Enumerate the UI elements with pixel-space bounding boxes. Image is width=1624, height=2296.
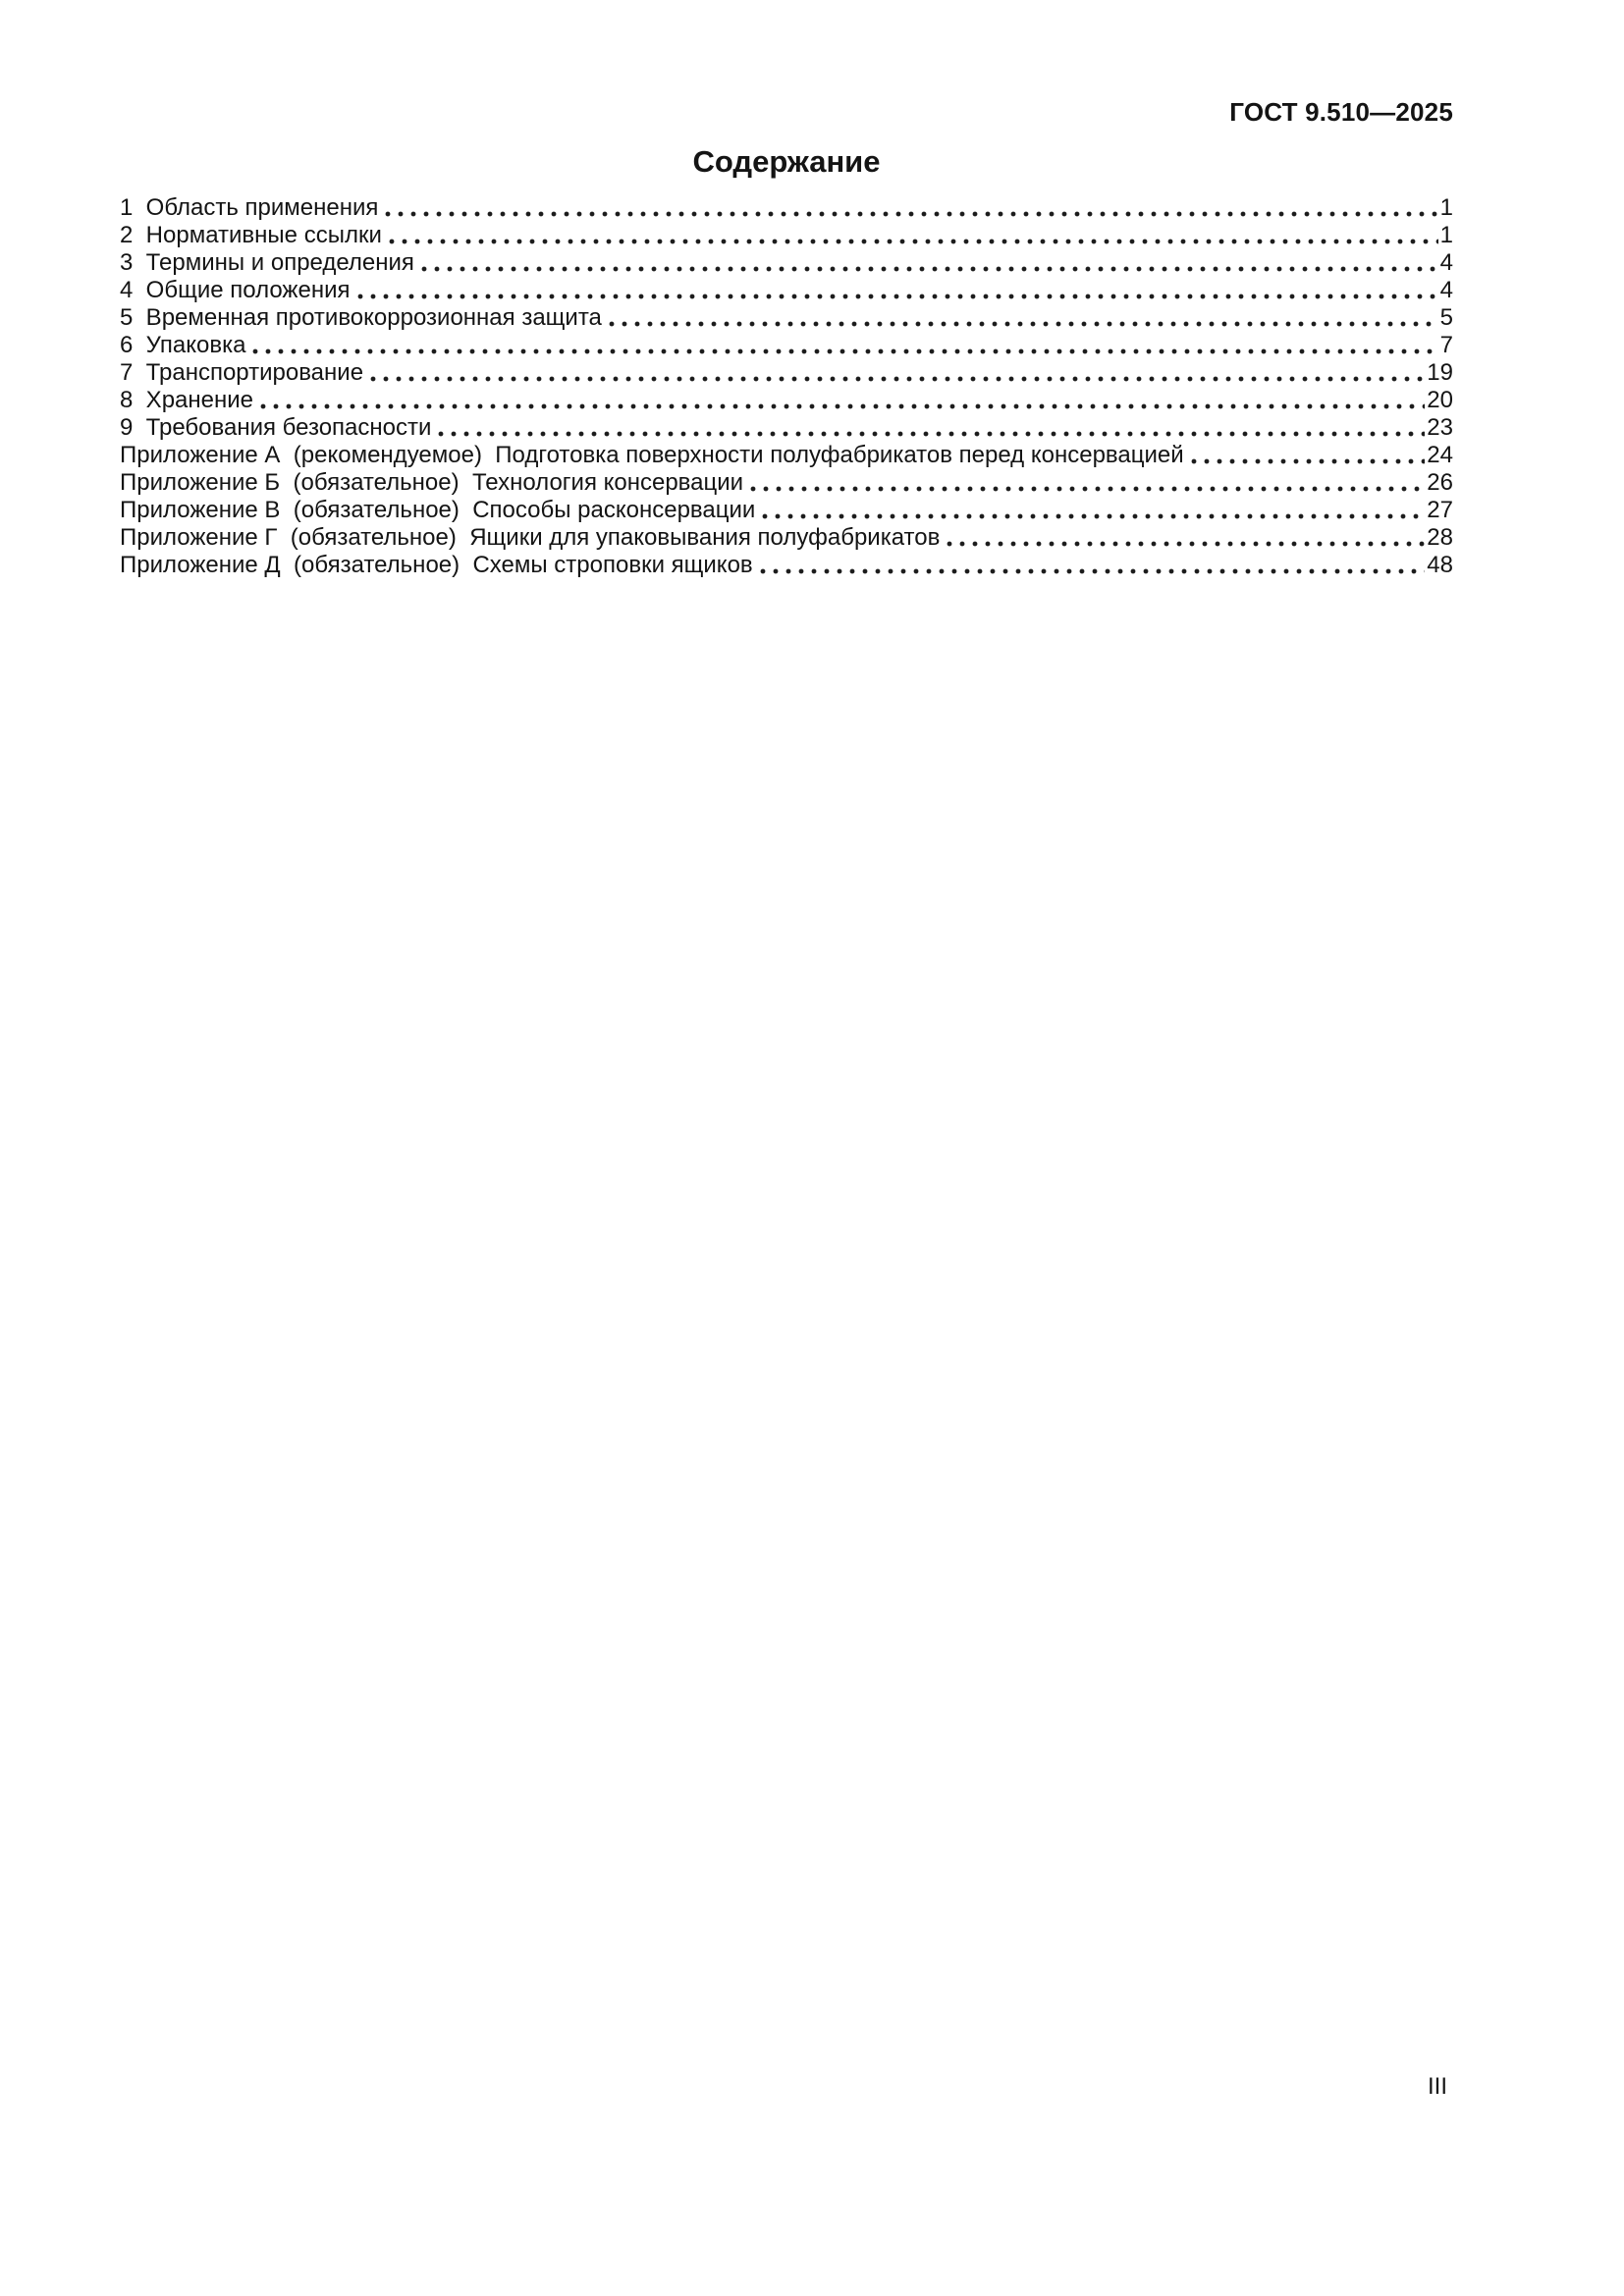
toc-entry	[120, 551, 1453, 578]
dot-leader	[1191, 458, 1426, 464]
dot-leader	[762, 513, 1425, 519]
toc-entry-label: Приложение Д (обязательное) Схемы строповки ящиков	[120, 552, 753, 578]
page-number: III	[1427, 2073, 1447, 2100]
dot-leader	[385, 211, 1437, 217]
dot-leader	[609, 321, 1438, 327]
toc-entry-page: 19	[1427, 359, 1453, 386]
toc-entry	[120, 331, 1453, 358]
toc-entry-label: 2 Нормативные ссылки	[120, 222, 382, 248]
toc-entry-page: 7	[1439, 332, 1453, 358]
toc-entry-label: 5 Временная противокоррозионная защита	[120, 304, 602, 331]
toc-entry	[120, 248, 1453, 276]
dot-leader	[421, 266, 1438, 272]
toc-entry	[120, 276, 1453, 303]
toc-entry-label: 6 Упаковка	[120, 332, 246, 358]
toc-entry-label: 8 Хранение	[120, 387, 253, 413]
toc-entry-page: 20	[1427, 387, 1453, 413]
toc-entry-page: 48	[1427, 552, 1453, 578]
toc-entry	[120, 221, 1453, 248]
toc-entry-page: 4	[1439, 277, 1453, 303]
toc-entry	[120, 193, 1453, 221]
toc-entry-label: 9 Требования безопасности	[120, 414, 432, 441]
toc-entry-label: Приложение Б (обязательное) Технология консервации	[120, 469, 744, 496]
toc-entry-page: 27	[1427, 497, 1453, 523]
dot-leader	[389, 239, 1438, 244]
toc-entry-page: 5	[1439, 304, 1453, 331]
toc-entry-page: 28	[1427, 524, 1453, 551]
toc-entry-label: 4 Общие положения	[120, 277, 351, 303]
toc-entry-label: Приложение А (рекомендуемое) Подготовка поверхности полуфабрикатов перед консервацией	[120, 442, 1184, 468]
page-title: Содержание	[692, 144, 881, 179]
dot-leader	[750, 486, 1425, 492]
toc-entry	[120, 468, 1453, 496]
dot-leader	[370, 376, 1425, 382]
document-header	[120, 97, 1453, 127]
toc-entry	[120, 523, 1453, 551]
toc-entry-page: 23	[1427, 414, 1453, 441]
toc-entry	[120, 358, 1453, 386]
dot-leader	[357, 294, 1438, 299]
dot-leader	[252, 348, 1437, 354]
toc-entry-page: 26	[1427, 469, 1453, 496]
toc-entry-page: 4	[1439, 249, 1453, 276]
standard-number: ГОСТ 9.510—2025	[1229, 97, 1453, 127]
toc-entry-label: 1 Область применения	[120, 194, 379, 221]
toc-entry	[120, 303, 1453, 331]
dot-leader	[260, 403, 1425, 409]
toc-entry-label: 3 Термины и определения	[120, 249, 414, 276]
dot-leader	[947, 541, 1425, 547]
toc-entry	[120, 441, 1453, 468]
toc-entry	[120, 386, 1453, 413]
toc-entry-page: 1	[1439, 194, 1453, 221]
toc-entry-page: 1	[1439, 222, 1453, 248]
toc-entry-page: 24	[1427, 442, 1453, 468]
dot-leader	[438, 431, 1425, 437]
toc-entry-label: Приложение В (обязательное) Способы расконсервации	[120, 497, 756, 523]
toc-entry	[120, 413, 1453, 441]
toc-entry	[120, 496, 1453, 523]
toc-entry-label: 7 Транспортирование	[120, 359, 364, 386]
dot-leader	[760, 568, 1426, 574]
toc-entry-label: Приложение Г (обязательное) Ящики для упаковывания полуфабрикатов	[120, 524, 941, 551]
table-of-contents	[120, 193, 1453, 578]
